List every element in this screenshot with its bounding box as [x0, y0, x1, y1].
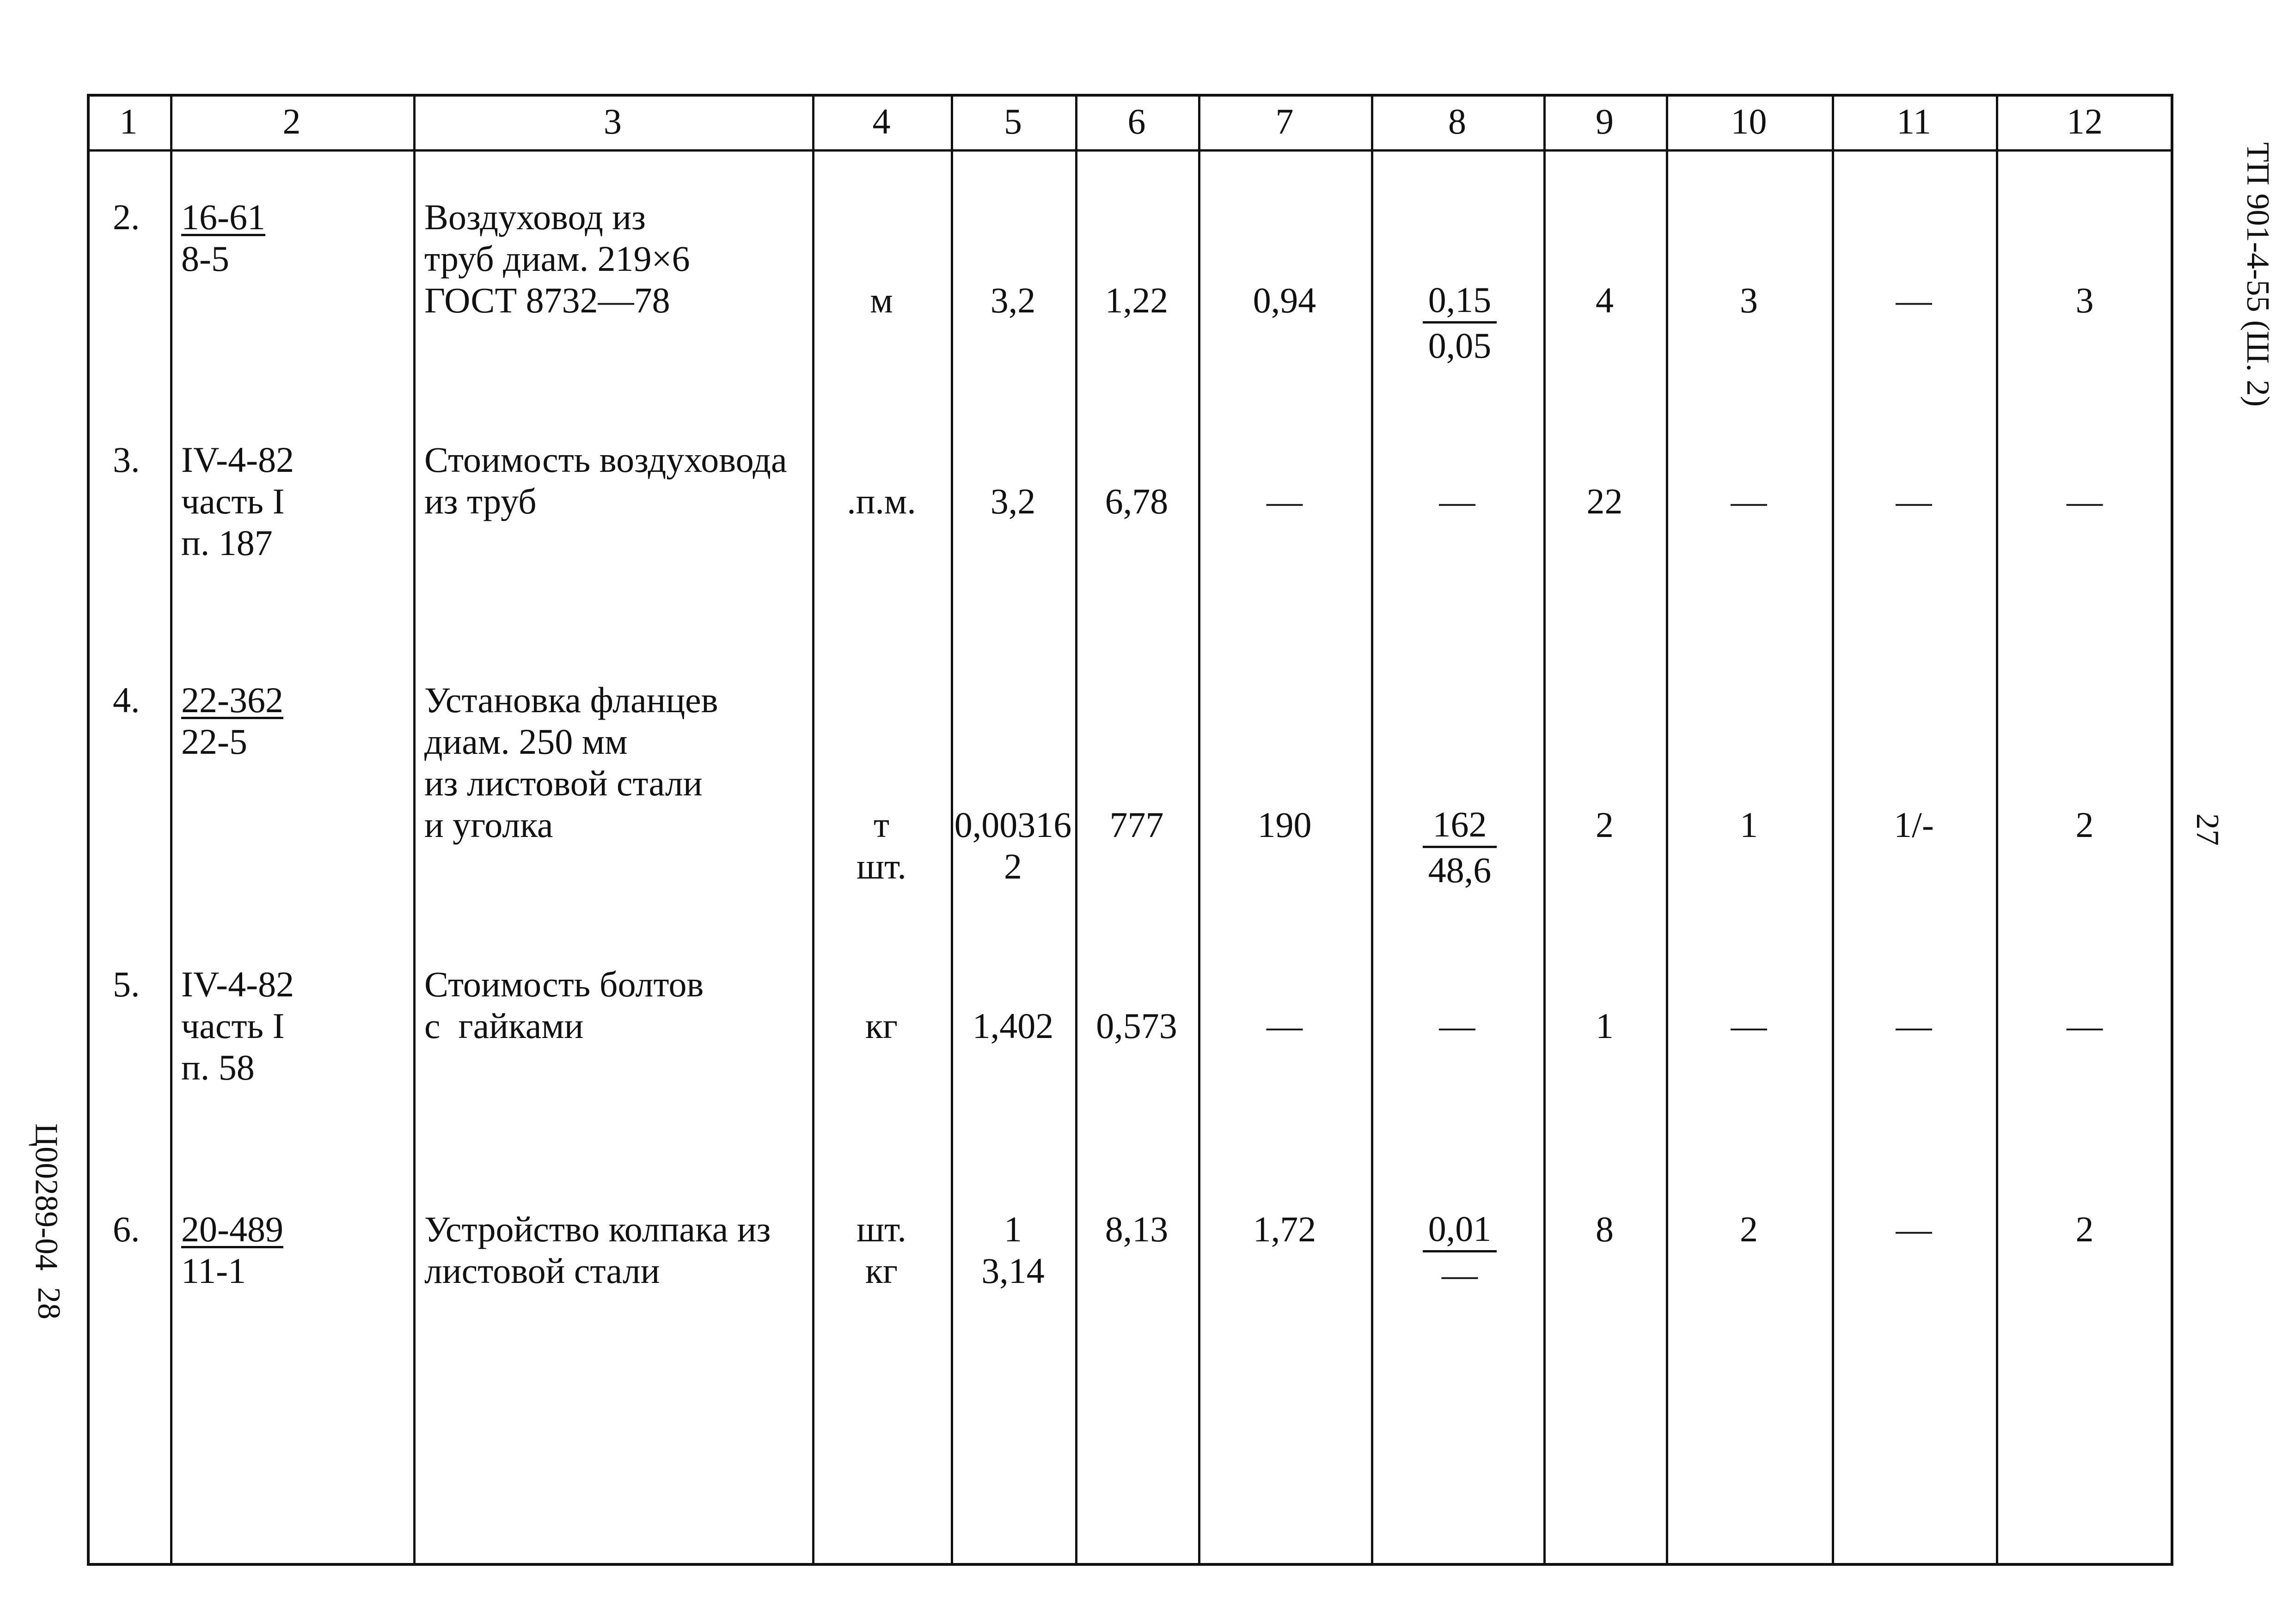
description-line: труб диам. 219×6 [424, 238, 690, 279]
norm-code: 22-362 [181, 680, 283, 720]
fraction-denominator: — [1442, 1254, 1478, 1294]
description-line: и уголка [424, 805, 553, 845]
description-line: листовой стали [424, 1251, 660, 1291]
description-line: из труб [424, 481, 537, 521]
page-number-left: 28 [31, 1287, 67, 1319]
column-header: 6 [1127, 101, 1146, 141]
cell-col6: 6,78 [1105, 481, 1169, 521]
norm-code: IV-4-82 [181, 964, 294, 1004]
description-line: с гайками [424, 1006, 584, 1046]
description-line: Воздуховод из [424, 197, 646, 237]
cell-col10: — [1731, 1006, 1767, 1046]
description-line: Стоимость воздуховода [424, 440, 787, 480]
row-number: 3. [113, 440, 140, 480]
cell-col9: 2 [1596, 805, 1614, 845]
cell-col10: 1 [1740, 805, 1758, 845]
header-divider [87, 149, 2173, 152]
fraction-numerator: 0,01 [1423, 1209, 1497, 1252]
fraction-col8 [1423, 280, 1497, 366]
row-number: 2. [113, 197, 140, 237]
column-divider [413, 94, 416, 1566]
column-header: 12 [2067, 101, 2103, 141]
norm-code-detail: п. 58 [181, 1047, 255, 1087]
unit: шт. [857, 1209, 906, 1249]
column-header: 4 [872, 101, 891, 141]
cell-col9: 4 [1596, 280, 1614, 320]
norm-code-detail: часть I [181, 1006, 285, 1046]
quantity: 0,00316 [954, 805, 1072, 845]
column-header: 8 [1448, 101, 1466, 141]
cell-col8: — [1439, 1006, 1475, 1046]
cell-col12: — [2067, 481, 2103, 521]
column-header: 2 [282, 101, 301, 141]
cell-col6: 777 [1109, 805, 1164, 845]
row-number: 5. [113, 964, 140, 1004]
norm-code: 16-61 [181, 197, 265, 237]
fraction-denominator: 48,6 [1428, 850, 1492, 890]
cell-col9: 1 [1596, 1006, 1614, 1046]
unit: т [873, 805, 890, 845]
cell-col12: 2 [2075, 1209, 2094, 1249]
norm-code-detail: часть I [181, 481, 285, 521]
cell-col10: — [1731, 481, 1767, 521]
column-header: 10 [1731, 101, 1767, 141]
quantity: 1 [1004, 1209, 1022, 1249]
description-line: Установка фланцев [424, 680, 718, 720]
norm-code-detail: 11-1 [181, 1251, 246, 1291]
quantity: 3,2 [990, 481, 1036, 521]
column-divider [1371, 94, 1373, 1566]
norm-code-detail: 22-5 [181, 721, 247, 762]
cell-col11: — [1896, 1209, 1932, 1249]
quantity: 3,14 [981, 1251, 1045, 1291]
cell-col10: 3 [1740, 280, 1758, 320]
fraction-denominator: 0,05 [1428, 325, 1492, 366]
cell-col12: 3 [2075, 280, 2094, 320]
fraction-col8 [1423, 804, 1497, 891]
cell-col7: 190 [1257, 805, 1312, 845]
document-code-right: ТП 901-4-55 (Ш. 2) [2240, 142, 2276, 407]
quantity: 3,2 [990, 280, 1036, 320]
norm-code: IV-4-82 [181, 440, 294, 480]
quantity: 2 [1004, 846, 1022, 886]
column-header: 9 [1596, 101, 1614, 141]
cell-col9: 8 [1596, 1209, 1614, 1249]
quantity: 1,402 [972, 1006, 1054, 1046]
cell-col6: 0,573 [1096, 1006, 1177, 1046]
cell-col11: 1/- [1894, 805, 1934, 845]
norm-code-detail: п. 187 [181, 523, 273, 563]
unit: .п.м. [847, 481, 916, 521]
unit: м [870, 280, 893, 320]
row-number: 6. [113, 1209, 140, 1249]
unit: кг [865, 1251, 898, 1291]
cell-col10: 2 [1740, 1209, 1758, 1249]
cell-col7: — [1266, 481, 1303, 521]
cell-col12: 2 [2075, 805, 2094, 845]
cell-col8: — [1439, 481, 1475, 521]
cell-col11: — [1896, 1006, 1932, 1046]
description-line: Стоимость болтов [424, 964, 704, 1004]
cell-col7: — [1266, 1006, 1303, 1046]
cell-col7: 1,72 [1253, 1209, 1316, 1249]
document-code-left: Ц00289-04 [28, 1123, 64, 1271]
fraction-numerator: 0,15 [1423, 280, 1497, 324]
norm-code-detail: 8-5 [181, 238, 229, 279]
norm-code: 20-489 [181, 1209, 283, 1249]
page-number-right: 27 [2190, 813, 2225, 846]
column-header: 7 [1275, 101, 1294, 141]
description-line: диам. 250 мм [424, 721, 628, 762]
column-header: 1 [119, 101, 138, 141]
unit: кг [865, 1006, 898, 1046]
description-line: ГОСТ 8732—78 [424, 280, 670, 320]
unit: шт. [857, 846, 906, 886]
row-number: 4. [113, 680, 140, 720]
fraction-col8 [1423, 1209, 1497, 1295]
cell-col6: 1,22 [1105, 280, 1169, 320]
column-header: 5 [1004, 101, 1022, 141]
column-divider [170, 94, 172, 1566]
column-header: 11 [1896, 101, 1932, 141]
description-line: Устройство колпака из [424, 1209, 771, 1249]
cell-col11: — [1896, 280, 1932, 320]
fraction-numerator: 162 [1423, 804, 1497, 848]
cell-col11: — [1896, 481, 1932, 521]
cell-col9: 22 [1586, 481, 1623, 521]
column-header: 3 [604, 101, 622, 141]
cell-col7: 0,94 [1253, 280, 1316, 320]
cell-col12: — [2067, 1006, 2103, 1046]
description-line: из листовой стали [424, 763, 703, 803]
cell-col6: 8,13 [1105, 1209, 1169, 1249]
